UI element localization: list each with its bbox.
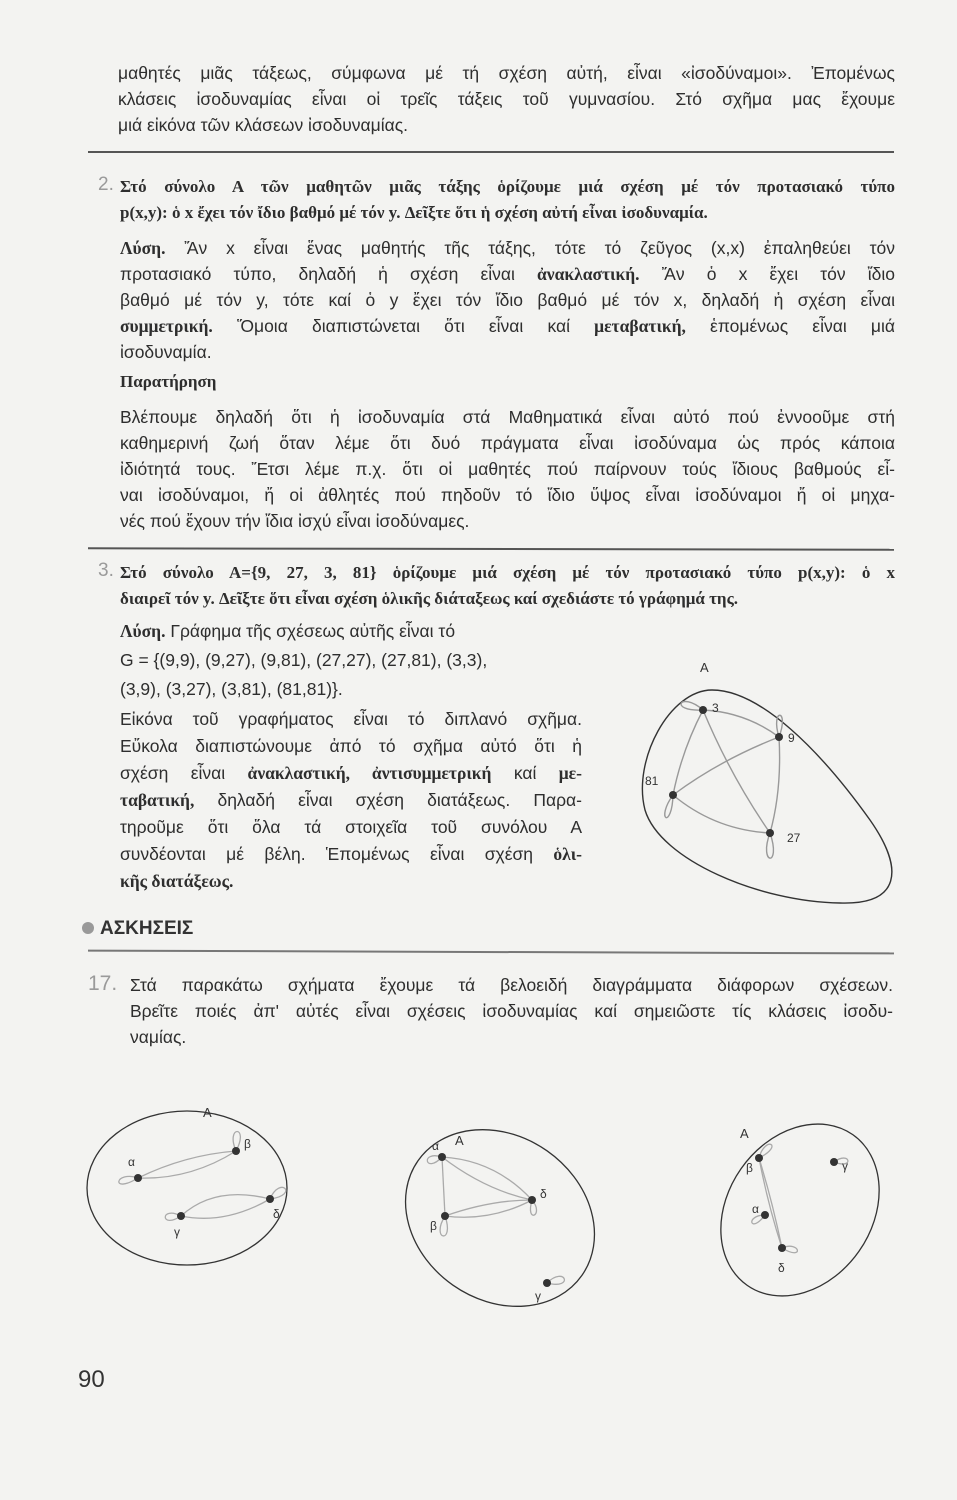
node-label: δ — [778, 1261, 785, 1275]
remark-title: Παρατήρηση — [120, 372, 217, 391]
set-boundary — [642, 690, 891, 903]
text: ναι ἰσοδύναμοι, ἤ οἱ ἀθλητές πού πηδοῦν τό ἴδιο ὕψος εἶναι ἰσοδύναμοι ἤ οἱ μηχα- — [120, 485, 895, 505]
bold-text: κῆς διατάξεως. — [120, 871, 234, 891]
text: βαθμό μέ τόν y, τότε καί ὁ y ἔχει τόν ἴδιο βαθμό μέ τόν x, δηλαδή ἡ σχέση εἶναι — [120, 290, 895, 310]
diagram-1 — [87, 1105, 287, 1265]
page-number: 90 — [78, 1366, 105, 1393]
text: Βρεῖτε ποιές ἀπ' αὐτές εἶναι σχέσεις ἰσοδυναμίας καί σημειῶστε τίς κλάσεις ἰσοδυ- — [130, 1001, 893, 1021]
bold-text: ἀνακλαστική, ἀντισυμμετρική — [247, 763, 492, 783]
edge-27-81 — [673, 795, 770, 833]
node-label: 3 — [712, 701, 719, 715]
node-label: α — [128, 1155, 135, 1169]
node-label: δ — [540, 1187, 547, 1201]
node-label: γ — [535, 1289, 541, 1303]
text: καθημερινή ζωή ὅταν λέμε ὅτι δυό πράγματα εἶναι ἰσοδύναμα ὡς πρός κάποια — [120, 433, 895, 453]
node-label: β — [746, 1161, 753, 1175]
edge-9-27 — [770, 737, 780, 833]
text: Ἄν x εἶναι ἕνας μαθητής τῆς τάξης, τότε τό ζεῦγος (x,x) ἐπαληθεύει τόν — [165, 238, 895, 258]
node-9 — [775, 733, 783, 741]
node-3 — [699, 706, 707, 714]
diagram-2 — [371, 1093, 629, 1342]
text: ἰδιότητά τους. Ἔτσι λέμε π.χ. ὅτι οἱ μαθητές πού παίρνουν τούς ἴδιους βαθμούς εἶ- — [120, 459, 895, 479]
bold-text: με- — [558, 763, 582, 783]
text: G = {(9,9), (9,27), (9,81), (27,27), (27,81), (3,3), — [120, 650, 488, 670]
node-label: 81 — [645, 774, 659, 788]
exercise-number: 17. — [88, 972, 118, 995]
node-label: β — [244, 1137, 251, 1151]
node-label: 27 — [787, 831, 801, 845]
text: καί — [491, 763, 559, 783]
set-label: A — [455, 1133, 464, 1148]
edge-9-81 — [673, 737, 779, 795]
text: (3,9), (3,27), (3,81), (81,81)}. — [120, 679, 343, 699]
text: Εὔκολα διαπιστώνουμε ἀπό τό σχῆμα αὐτό ὅτι ἡ — [120, 736, 582, 756]
text: διαιρεῖ τόν y. Δεῖξτε ὅτι εἶναι σχέση ὁλικῆς διάταξεως καί σχεδιάστε τό γράφημά της. — [120, 589, 739, 608]
node-label: α — [752, 1202, 759, 1216]
bold-text: μεταβατική, — [594, 316, 686, 336]
edge-3-81 — [673, 710, 703, 795]
node-label: δ — [273, 1207, 280, 1221]
bold-text: συμμετρική. — [120, 316, 213, 336]
set-label: A — [700, 660, 709, 675]
text: Στό σύνολο Α={9, 27, 3, 81} ὁρίζουμε μιά σχέση μέ τόν προτασιακό τύπο p(x,y): ὁ x — [120, 563, 895, 582]
text: Γράφημα τῆς σχέσεως αὐτῆς εἶναι τό — [165, 621, 456, 641]
node-label: α — [432, 1139, 439, 1153]
edge-3-27 — [703, 710, 770, 833]
text: προτασιακό τύπο, δηλαδή ἡ σχέση εἶναι — [120, 264, 538, 284]
bold-text: ἀνακλαστική. — [537, 264, 640, 284]
text: Εἰκόνα τοῦ γραφήματος εἶναι τό διπλανό σχῆμα. — [120, 709, 582, 729]
text: Στά παρακάτω σχήματα ἔχουμε τά βελοειδή διαγράμματα διάφορων σχέσεων. — [130, 975, 893, 995]
diagram-3 — [688, 1093, 911, 1326]
bold-text: Λύση. — [120, 238, 166, 258]
text: τηροῦμε ὅτι ὅλα τά στοιχεῖα τοῦ συνόλου Α — [120, 817, 582, 837]
node-81 — [669, 791, 677, 799]
bold-text: ταβατική, — [120, 790, 195, 810]
node-label: β — [430, 1219, 437, 1233]
node-label: γ — [174, 1225, 180, 1239]
problem-number: 2. — [98, 174, 114, 195]
exercises-heading: ΑΣΚΗΣΕΙΣ — [82, 918, 193, 940]
text: κλάσεις ἰσοδυναμίας εἶναι οἱ τρεῖς τάξεις τοῦ γυμνασίου. Στό σχῆμα μας ἔχουμε — [118, 89, 895, 109]
text: p(x,y): ὁ x ἔχει τόν ἴδιο βαθμό μέ τόν y. Δεῖξτε ὅτι ἡ σχέση αὐτή εἶναι ἰσοδυναμία. — [120, 203, 708, 222]
text: Βλέπουμε δηλαδή ὅτι ἡ ἰσοδυναμία στά Μαθηματικά εἶναι αὐτό πού ἐννοοῦμε στή — [120, 407, 895, 427]
text: συνδέονται μέ βέλη. Ἑπομένως εἶναι σχέση — [120, 844, 554, 864]
text: δηλαδή εἶναι σχέση διατάξεως. Παρα- — [194, 790, 582, 810]
text: ναμίας. — [130, 1027, 187, 1047]
text: μιά εἰκόνα τῶν κλάσεων ἰσοδυναμίας. — [118, 115, 409, 135]
node-label: 9 — [788, 731, 795, 745]
text: Στό σύνολο Α τῶν μαθητῶν μιᾶς τάξης ὁρίζουμε μιά σχέση μέ τόν προτασιακό τύπο — [120, 177, 895, 196]
set-label: A — [740, 1126, 749, 1141]
text: ἑπομένως εἶναι μιά — [685, 316, 895, 336]
bold-text: ὁλι- — [553, 844, 582, 864]
set-label: A — [203, 1105, 212, 1120]
node-label: γ — [842, 1159, 848, 1173]
text: Ὅμοια διαπιστώνεται ὅτι εἶναι καί — [212, 316, 595, 336]
node-27 — [766, 829, 774, 837]
text: Ἄν ὁ x ἔχει τόν ἴδιο — [639, 264, 896, 284]
problem-number: 3. — [98, 560, 114, 581]
text: σχέση εἶναι — [120, 763, 248, 783]
bold-text: Λύση. — [120, 621, 166, 641]
text: νές πού ἔχουν τήν ἴδια ἰσχύ εἶναι ἰσοδύναμες. — [120, 511, 470, 531]
text: μαθητές μιᾶς τάξεως, σύμφωνα μέ τή σχέση αὐτή, εἶναι «ἰσοδύναμοι». Ἐπομένως — [118, 63, 895, 83]
divisibility-graph — [642, 660, 891, 903]
text: ἰσοδυναμία. — [120, 342, 212, 362]
